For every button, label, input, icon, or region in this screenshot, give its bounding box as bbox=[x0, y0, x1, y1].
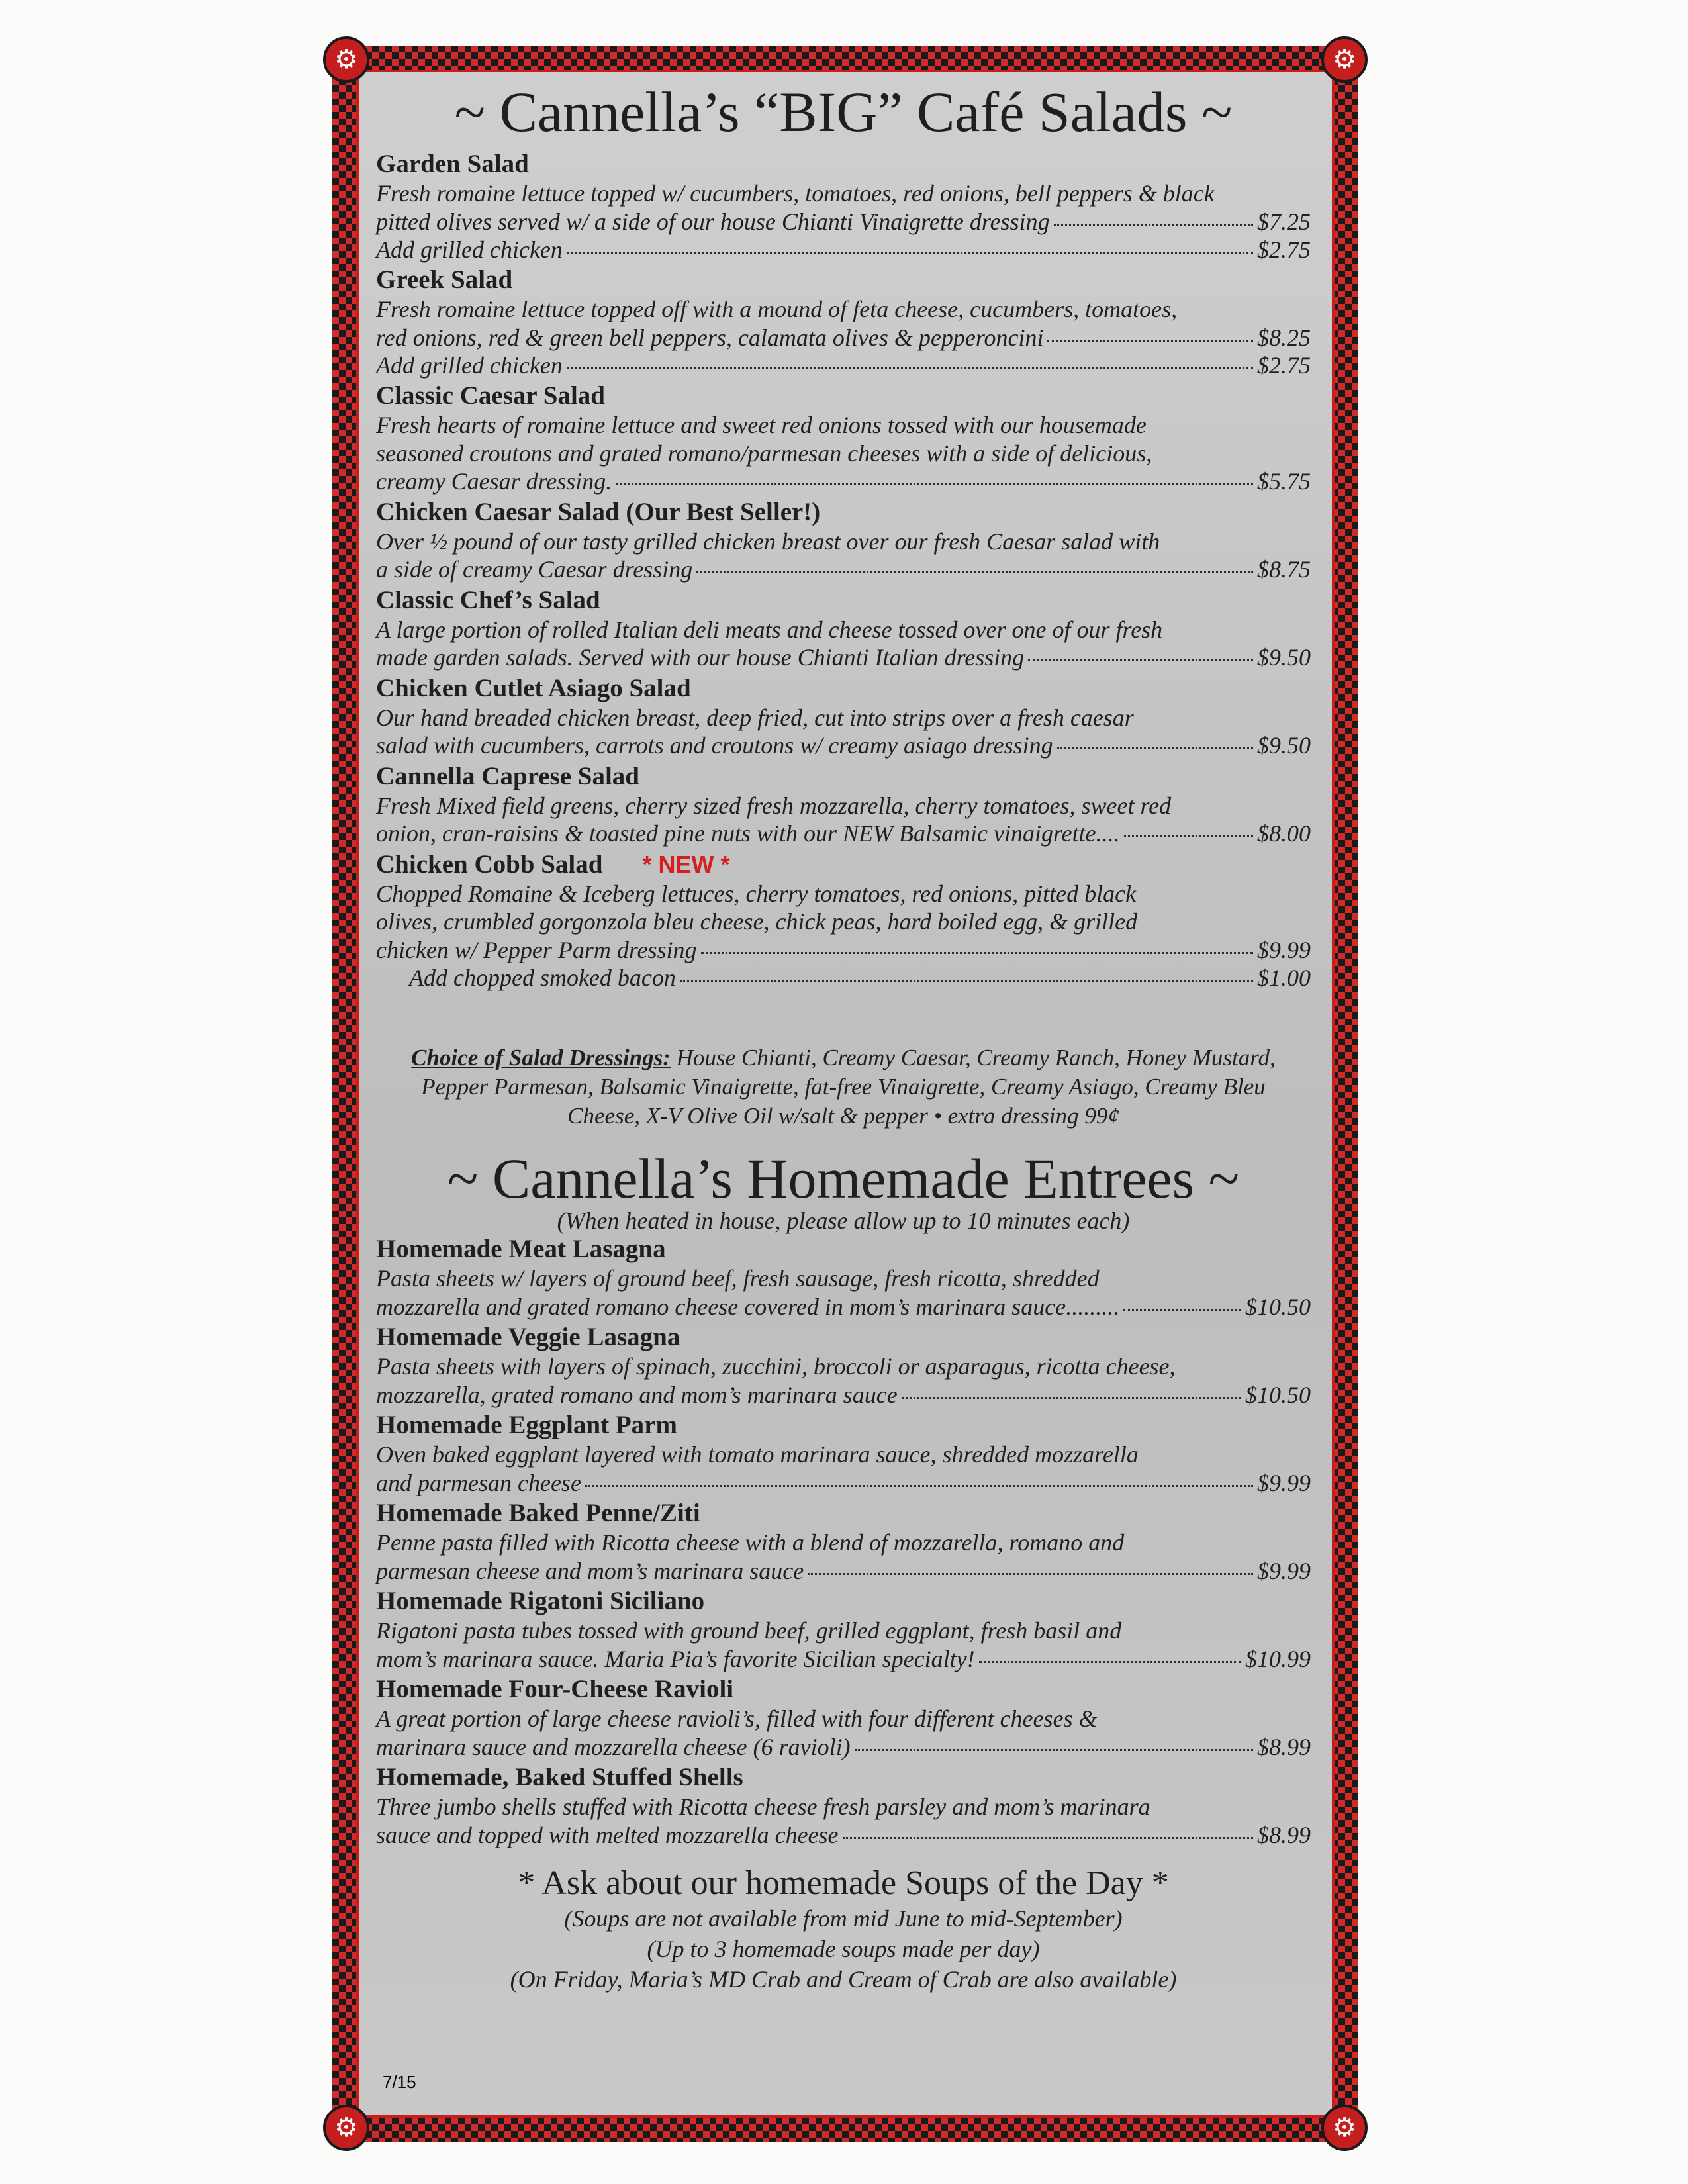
addon-line bbox=[376, 964, 1311, 992]
item-name-text: Classic Caesar Salad bbox=[376, 381, 605, 410]
addon-text: Add grilled chicken bbox=[376, 352, 563, 379]
price-line bbox=[376, 1557, 1311, 1586]
menu-item bbox=[376, 1674, 1311, 1761]
entrees-title: ~ Cannella’s Homemade Entrees ~ bbox=[447, 1147, 1240, 1210]
item-name-text: Homemade Rigatoni Siciliano bbox=[376, 1587, 705, 1615]
item-name bbox=[376, 1234, 1311, 1264]
gear-icon: ⚙ bbox=[323, 2105, 369, 2151]
dot-leader bbox=[1124, 835, 1253, 837]
item-name bbox=[376, 1674, 1311, 1705]
item-name bbox=[376, 1586, 1311, 1617]
soups-note: (Up to 3 homemade soups made per day) bbox=[647, 1936, 1040, 1962]
item-name bbox=[376, 761, 1311, 792]
dot-leader bbox=[696, 571, 1253, 573]
dot-leader bbox=[567, 252, 1253, 254]
price-line bbox=[376, 732, 1311, 760]
item-name-text: Homemade, Baked Stuffed Shells bbox=[376, 1763, 743, 1791]
dot-leader bbox=[1057, 747, 1253, 749]
item-description: chicken w/ Pepper Parm dressing bbox=[376, 936, 697, 963]
item-name bbox=[376, 1410, 1311, 1441]
item-description: A great portion of large cheese ravioli’s, filled with four different cheeses & bbox=[376, 1705, 1098, 1732]
dressing-text: House Chianti, Creamy Caesar, Creamy Ranch, Honey Mustard, Pepper Parmesan, Balsamic Vinaigrette, fat-free Vinaigrette, Creamy Asiago, Creamy Bleu Cheese, X-V Olive Oil w/salt & pepper • extra dressing 99¢ bbox=[421, 1045, 1276, 1129]
menu-card bbox=[332, 46, 1358, 2142]
item-description: and parmesan cheese bbox=[376, 1469, 581, 1496]
menu-item bbox=[376, 1234, 1311, 1321]
menu-item bbox=[376, 585, 1311, 672]
dot-leader bbox=[567, 367, 1253, 369]
item-price: $10.50 bbox=[1245, 1381, 1311, 1408]
addon-text: Add chopped smoked bacon bbox=[409, 965, 676, 991]
dressing-choices bbox=[376, 1043, 1311, 1131]
item-name-text: Homemade Veggie Lasagna bbox=[376, 1323, 680, 1351]
menu-item bbox=[376, 497, 1311, 584]
dot-leader bbox=[843, 1837, 1253, 1839]
dot-leader bbox=[616, 483, 1253, 485]
item-price: $10.99 bbox=[1245, 1645, 1311, 1672]
dot-leader bbox=[979, 1661, 1241, 1663]
item-name-text: Homemade Eggplant Parm bbox=[376, 1411, 677, 1439]
item-description: Over ½ pound of our tasty grilled chicken breast over our fresh Caesar salad with bbox=[376, 528, 1160, 555]
item-name bbox=[376, 849, 1311, 880]
item-description: pitted olives served w/ a side of our house Chianti Vinaigrette dressing bbox=[376, 208, 1050, 235]
item-price: $8.99 bbox=[1257, 1821, 1311, 1848]
item-description: Oven baked eggplant layered with tomato marinara sauce, shredded mozzarella bbox=[376, 1441, 1139, 1468]
salads-title: ~ Cannella’s “BIG” Café Salads ~ bbox=[454, 80, 1233, 144]
gear-icon: ⚙ bbox=[323, 36, 369, 83]
menu-content bbox=[376, 76, 1311, 2118]
soups-title: * Ask about our homemade Soups of the Day * bbox=[518, 1864, 1169, 1902]
dot-leader bbox=[1028, 659, 1253, 661]
menu-item bbox=[376, 1322, 1311, 1409]
item-description: Pasta sheets w/ layers of ground beef, fresh sausage, fresh ricotta, shredded bbox=[376, 1265, 1100, 1292]
item-name bbox=[376, 381, 1311, 411]
menu-item bbox=[376, 761, 1311, 848]
price-line bbox=[376, 467, 1311, 496]
addon-line bbox=[376, 352, 1311, 379]
item-price: $8.99 bbox=[1257, 1733, 1311, 1760]
dot-leader bbox=[902, 1397, 1241, 1399]
dot-leader bbox=[701, 952, 1253, 954]
item-description: onion, cran-raisins & toasted pine nuts with our NEW Balsamic vinaigrette.... bbox=[376, 820, 1120, 847]
item-description: Rigatoni pasta tubes tossed with ground beef, grilled eggplant, fresh basil and bbox=[376, 1617, 1122, 1644]
item-name-text: Garden Salad bbox=[376, 150, 529, 178]
item-name bbox=[376, 1762, 1311, 1793]
item-description: mom’s marinara sauce. Maria Pia’s favorite Sicilian specialty! bbox=[376, 1645, 975, 1672]
addon-price: $2.75 bbox=[1257, 236, 1311, 263]
dot-leader bbox=[808, 1573, 1253, 1575]
item-description: Chopped Romaine & Iceberg lettuces, cherry tomatoes, red onions, pitted black bbox=[376, 880, 1137, 907]
item-name bbox=[376, 1498, 1311, 1529]
menu-item bbox=[376, 1498, 1311, 1585]
item-description: Fresh romaine lettuce topped off with a mound of feta cheese, cucumbers, tomatoes, bbox=[376, 296, 1178, 322]
item-price: $7.25 bbox=[1257, 208, 1311, 235]
item-price: $9.99 bbox=[1257, 1469, 1311, 1496]
item-description: sauce and topped with melted mozzarella cheese bbox=[376, 1821, 839, 1848]
dot-leader bbox=[855, 1749, 1253, 1751]
item-description: Fresh Mixed field greens, cherry sized fresh mozzarella, cherry tomatoes, sweet red bbox=[376, 792, 1172, 819]
entrees-note: (When heated in house, please allow up to 10 minutes each) bbox=[557, 1208, 1130, 1234]
item-name-text: Classic Chef’s Salad bbox=[376, 585, 600, 614]
price-line bbox=[376, 324, 1311, 352]
price-line bbox=[376, 1645, 1311, 1674]
item-name bbox=[376, 585, 1311, 616]
item-price: $8.00 bbox=[1257, 820, 1311, 847]
soups-note: (Soups are not available from mid June to mid-September) bbox=[564, 1905, 1123, 1932]
item-description: Fresh hearts of romaine lettuce and sweet red onions tossed with our housemade bbox=[376, 412, 1147, 438]
menu-item bbox=[376, 1762, 1311, 1849]
item-description: a side of creamy Caesar dressing bbox=[376, 556, 693, 583]
item-description: A large portion of rolled Italian deli meats and cheese tossed over one of our fresh bbox=[376, 616, 1163, 643]
price-line bbox=[376, 820, 1311, 848]
item-name-text: Homemade Baked Penne/Ziti bbox=[376, 1499, 700, 1527]
item-name bbox=[376, 673, 1311, 704]
item-name bbox=[376, 497, 1311, 528]
dot-leader bbox=[1054, 224, 1253, 226]
item-name-text: Chicken Caesar Salad (Our Best Seller!) bbox=[376, 497, 821, 526]
item-price: $5.75 bbox=[1257, 468, 1311, 495]
dot-leader bbox=[1123, 1309, 1241, 1311]
menu-item bbox=[376, 849, 1311, 992]
gear-icon: ⚙ bbox=[1321, 2105, 1368, 2151]
price-line bbox=[376, 555, 1311, 584]
item-description: marinara sauce and mozzarella cheese (6 ravioli) bbox=[376, 1733, 851, 1760]
item-price: $8.75 bbox=[1257, 556, 1311, 583]
menu-item bbox=[376, 381, 1311, 496]
addon-price: $2.75 bbox=[1257, 352, 1311, 379]
dot-leader bbox=[585, 1485, 1253, 1487]
menu-item bbox=[376, 1586, 1311, 1673]
menu-item bbox=[376, 149, 1311, 263]
item-description: Fresh romaine lettuce topped w/ cucumbers, tomatoes, red onions, bell peppers & black bbox=[376, 180, 1215, 207]
menu-item bbox=[376, 673, 1311, 760]
item-description: mozzarella and grated romano cheese covered in mom’s marinara sauce......... bbox=[376, 1293, 1120, 1320]
item-description: Three jumbo shells stuffed with Ricotta cheese fresh parsley and mom’s marinara bbox=[376, 1793, 1150, 1820]
item-description: Pasta sheets with layers of spinach, zucchini, broccoli or asparagus, ricotta cheese, bbox=[376, 1353, 1176, 1380]
dot-leader bbox=[1047, 340, 1253, 342]
item-name-text: Greek Salad bbox=[376, 265, 513, 294]
item-description: seasoned croutons and grated romano/parmesan cheeses with a side of delicious, bbox=[376, 440, 1152, 467]
item-name-text: Homemade Four-Cheese Ravioli bbox=[376, 1675, 734, 1703]
item-description: red onions, red & green bell peppers, calamata olives & pepperoncini bbox=[376, 324, 1044, 351]
item-name bbox=[376, 1322, 1311, 1353]
menu-item bbox=[376, 265, 1311, 379]
item-description: creamy Caesar dressing. bbox=[376, 468, 612, 495]
price-line bbox=[376, 936, 1311, 965]
new-badge: * NEW * bbox=[642, 850, 730, 878]
item-price: $9.50 bbox=[1257, 732, 1311, 759]
menu-item bbox=[376, 1410, 1311, 1497]
item-name-text: Cannella Caprese Salad bbox=[376, 761, 639, 790]
price-line bbox=[376, 208, 1311, 236]
item-description: olives, crumbled gorgonzola bleu cheese, chick peas, hard boiled egg, & grilled bbox=[376, 908, 1138, 935]
entree-list bbox=[376, 1234, 1311, 1849]
item-name bbox=[376, 265, 1311, 295]
price-line bbox=[376, 1733, 1311, 1762]
item-description: made garden salads. Served with our house Chianti Italian dressing bbox=[376, 644, 1025, 671]
price-line bbox=[376, 643, 1311, 672]
item-name-text: Chicken Cobb Salad bbox=[376, 849, 603, 878]
price-line bbox=[376, 1293, 1311, 1321]
edition-date: 7/15 bbox=[383, 2072, 416, 2092]
item-description: Penne pasta filled with Ricotta cheese with a blend of mozzarella, romano and bbox=[376, 1529, 1125, 1556]
price-line bbox=[376, 1821, 1311, 1850]
gear-icon: ⚙ bbox=[1321, 36, 1368, 83]
item-price: $9.50 bbox=[1257, 644, 1311, 671]
dot-leader bbox=[680, 980, 1253, 982]
item-name bbox=[376, 149, 1311, 179]
item-description: salad with cucumbers, carrots and croutons w/ creamy asiago dressing bbox=[376, 732, 1053, 759]
item-description: mozzarella, grated romano and mom’s marinara sauce bbox=[376, 1381, 898, 1408]
item-name-text: Chicken Cutlet Asiago Salad bbox=[376, 673, 691, 702]
addon-line bbox=[376, 236, 1311, 263]
item-price: $9.99 bbox=[1257, 1557, 1311, 1584]
item-description: Our hand breaded chicken breast, deep fried, cut into strips over a fresh caesar bbox=[376, 704, 1134, 731]
item-price: $9.99 bbox=[1257, 936, 1311, 963]
price-line bbox=[376, 1469, 1311, 1497]
addon-price: $1.00 bbox=[1257, 965, 1311, 991]
item-price: $10.50 bbox=[1245, 1293, 1311, 1320]
soups-note: (On Friday, Maria’s MD Crab and Cream of Crab are also available) bbox=[510, 1966, 1177, 1993]
addon-text: Add grilled chicken bbox=[376, 236, 563, 263]
item-description: parmesan cheese and mom’s marinara sauce bbox=[376, 1557, 804, 1584]
item-name-text: Homemade Meat Lasagna bbox=[376, 1235, 666, 1263]
item-price: $8.25 bbox=[1257, 324, 1311, 351]
salad-list bbox=[376, 149, 1311, 992]
price-line bbox=[376, 1381, 1311, 1409]
dressing-label: Choice of Salad Dressings: bbox=[411, 1045, 671, 1070]
